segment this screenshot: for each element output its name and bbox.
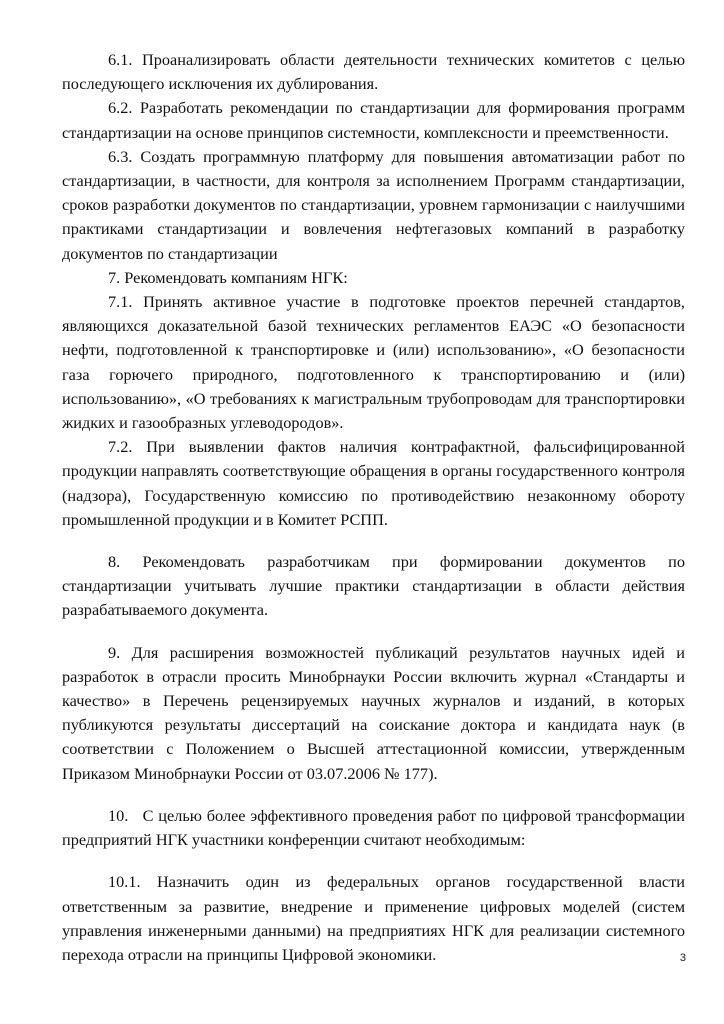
paragraph-7: 7. Рекомендовать компаниям НГК: [108, 267, 348, 287]
paragraph-7-2: 7.2. При выявлении фактов наличия контрафактной, фальсифицированной продукции направлять соответствующие обращения в органы государственного контроля (надзора), Государственную комиссию по противодействию незаконному обороту промышленной продукции и в Комитет РСПП. [62, 437, 685, 529]
paragraph-9: 9. Для расширения возможностей публикаций результатов научных идей и разработок в отрасли просить Минобрнауки России включить журнал «Стандарты и качество» в Перечень рецензируемых научных журналов и изданий, в которых публикуются результаты диссертаций на соискание доктора и кандидата наук (в соответствии с Положением о Высшей аттестационной комиссии, утвержденным Приказом Минобрнауки России от 03.07.2006 № 177). [62, 642, 685, 783]
paragraph-10-1: 10.1. Назначить один из федеральных органов государственной власти ответственным за развитие, внедрение и применение цифровых моделей (систем управления инженерными данными) на предприятиях НГК для реализации системного перехода отрасли на принципы Цифровой экономики. [62, 872, 685, 964]
paragraph-6-2: 6.2. Разработать рекомендации по стандартизации для формирования программ стандартизации на основе принципов системности, комплексности и преемственности. [62, 98, 685, 142]
paragraph-8: 8. Рекомендовать разработчикам при формировании документов по стандартизации учитывать лучшие практики стандартизации в области действия разрабатываемого документа. [62, 552, 685, 620]
paragraph-6-1: 6.1. Проанализировать области деятельности технических комитетов с целью последующего исключения их дублирования. [62, 50, 685, 94]
paragraph-10: 10. С целью более эффективного проведения работ по цифровой трансформации предприятий НГК участники конференции считают необходимым: [62, 805, 690, 850]
document-body [62, 48, 690, 967]
page-number: 3 [679, 952, 686, 964]
paragraph-6-3: 6.3. Создать программную платформу для повышения автоматизации работ по стандартизации, в частности, для контроля за исполнением Программ стандартизации, сроков разработки документов по стандартизации, уровнем гармонизации с наилучшими практиками стандартизации и вовлечения нефтегазовых компаний в разработку документов по стандартизации [62, 146, 685, 263]
paragraph-7-1: 7.1. Принять активное участие в подготовке проектов перечней стандартов, являющихся доказательной базой технических регламентов ЕАЭС «О безопасности нефти, подготовленной к транспортировке и (или) использованию», «О безопасности газа горючего природного, подготовленного к транспортированию и (или) использованию», «О требованиях к магистральным трубопроводам для транспортировки жидких и газообразных углеводородов». [62, 292, 685, 433]
